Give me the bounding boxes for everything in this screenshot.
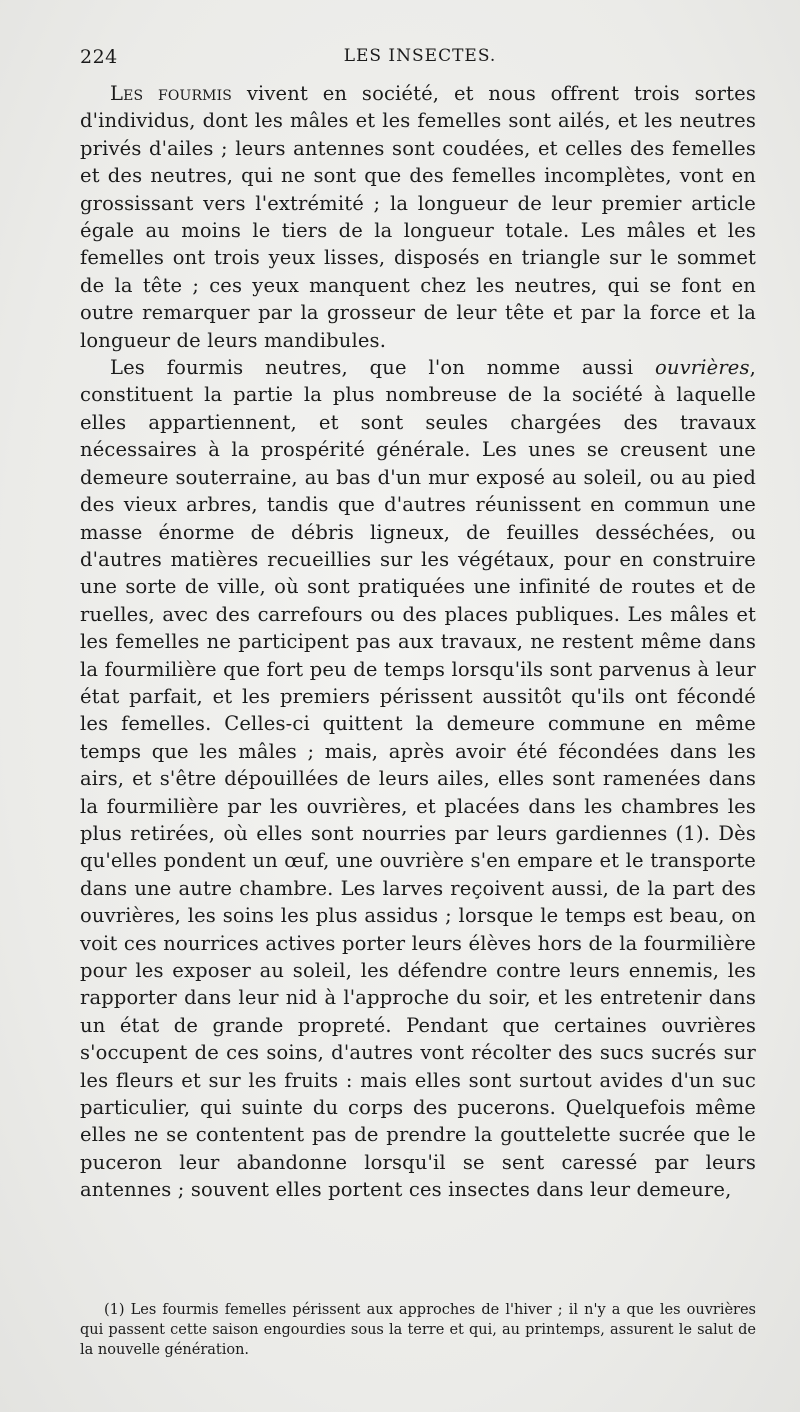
paragraph-1 [80, 80, 756, 354]
paragraph-2-italic-term: ouvrières [655, 356, 750, 380]
footnote [80, 1300, 756, 1360]
running-title: LES INSECTES. [343, 46, 497, 66]
main-text [80, 80, 756, 1204]
paragraph-2-text-before: Les fourmis neutres, que l'on nomme aussi [110, 356, 655, 380]
paragraph-1-lead: Les fourmis [110, 82, 233, 105]
paragraph-2-text-after: , constituent la partie la plus nombreuse de la société à laquelle elles appartiennent, et sont seules chargées des travaux nécessaires à la prospérité générale. Les unes se creusent une demeure souterraine, au bas d'un mur exposé au soleil, ou au pied des vieux arbres, tandis que d'autres réunissent en commun une masse énorme de débris ligneux, de feuilles desséchées, ou d'autres matières recueillies sur les végétaux, pour en construire une sorte de ville, où sont pratiquées une infinité de routes et de ruelles, avec des carrefours ou des places publiques. Les mâles et les femelles ne participent pas aux travaux, ne restent même dans la fourmilière que fort peu de temps lorsqu'ils sont parvenus à leur état parfait, et les premiers périssent aussitôt qu'ils ont fécondé les femelles. Celles-ci quittent la demeure commune en même temps que les mâles ; mais, après avoir été fécondées dans les airs, et s'être dépouillées de leurs ailes, elles sont ramenées dans la fourmilière par les ouvrières, et placées dans les chambres les plus retirées, où elles sont nourries par leurs gardiennes (1). Dès qu'elles pondent un œuf, une ouvrière s'en empare et le transporte dans une autre chambre. Les larves reçoivent aussi, de la part des ouvrières, les soins les plus assidus ; lorsque le temps est beau, on voit ces nourrices actives porter leurs élèves hors de la fourmilière pour les exposer au soleil, les défendre contre leurs ennemis, les rapporter dans leur nid à l'approche du soir, et les entretenir dans un état de grande propreté. Pendant que certaines ouvrières s'occupent de ces soins, d'autres vont récolter des sucs sucrés sur les fleurs et sur les fruits : mais elles sont surtout avides d'un suc particulier, qui suinte du corps des pucerons. Quelquefois même elles ne se contentent pas de prendre la gouttelette sucrée que le puceron leur abandonne lorsqu'il se sent caressé par leurs antennes ; souvent elles portent ces insectes dans leur demeure, [80, 356, 756, 1202]
paragraph-1-text: vivent en société, et nous offrent trois sortes d'individus, dont les mâles et les femelles sont ailés, et les neutres privés d'ailes ; leurs antennes sont coudées, et celles des femelles et des neutres, qui ne sont que des femelles incomplètes, vont en grossissant vers l'extrémité ; la longueur de leur premier article égale au moins le tiers de la longueur totale. Les mâles et les femelles ont trois yeux lisses, disposés en triangle sur le sommet de la tête ; ces yeux manquent chez les neutres, qui se font en outre remarquer par la grosseur de leur tête et par la force et la longueur de leurs mandibules. [80, 82, 756, 352]
page-number: 224 [80, 46, 118, 68]
paragraph-2 [80, 354, 756, 1204]
page-header [80, 46, 760, 76]
footnote-text: (1) Les fourmis femelles périssent aux approches de l'hiver ; il n'y a que les ouvrières qui passent cette saison engourdies sous la terre et qui, au printemps, assurent le salut de la nouvelle génération. [80, 1302, 756, 1358]
